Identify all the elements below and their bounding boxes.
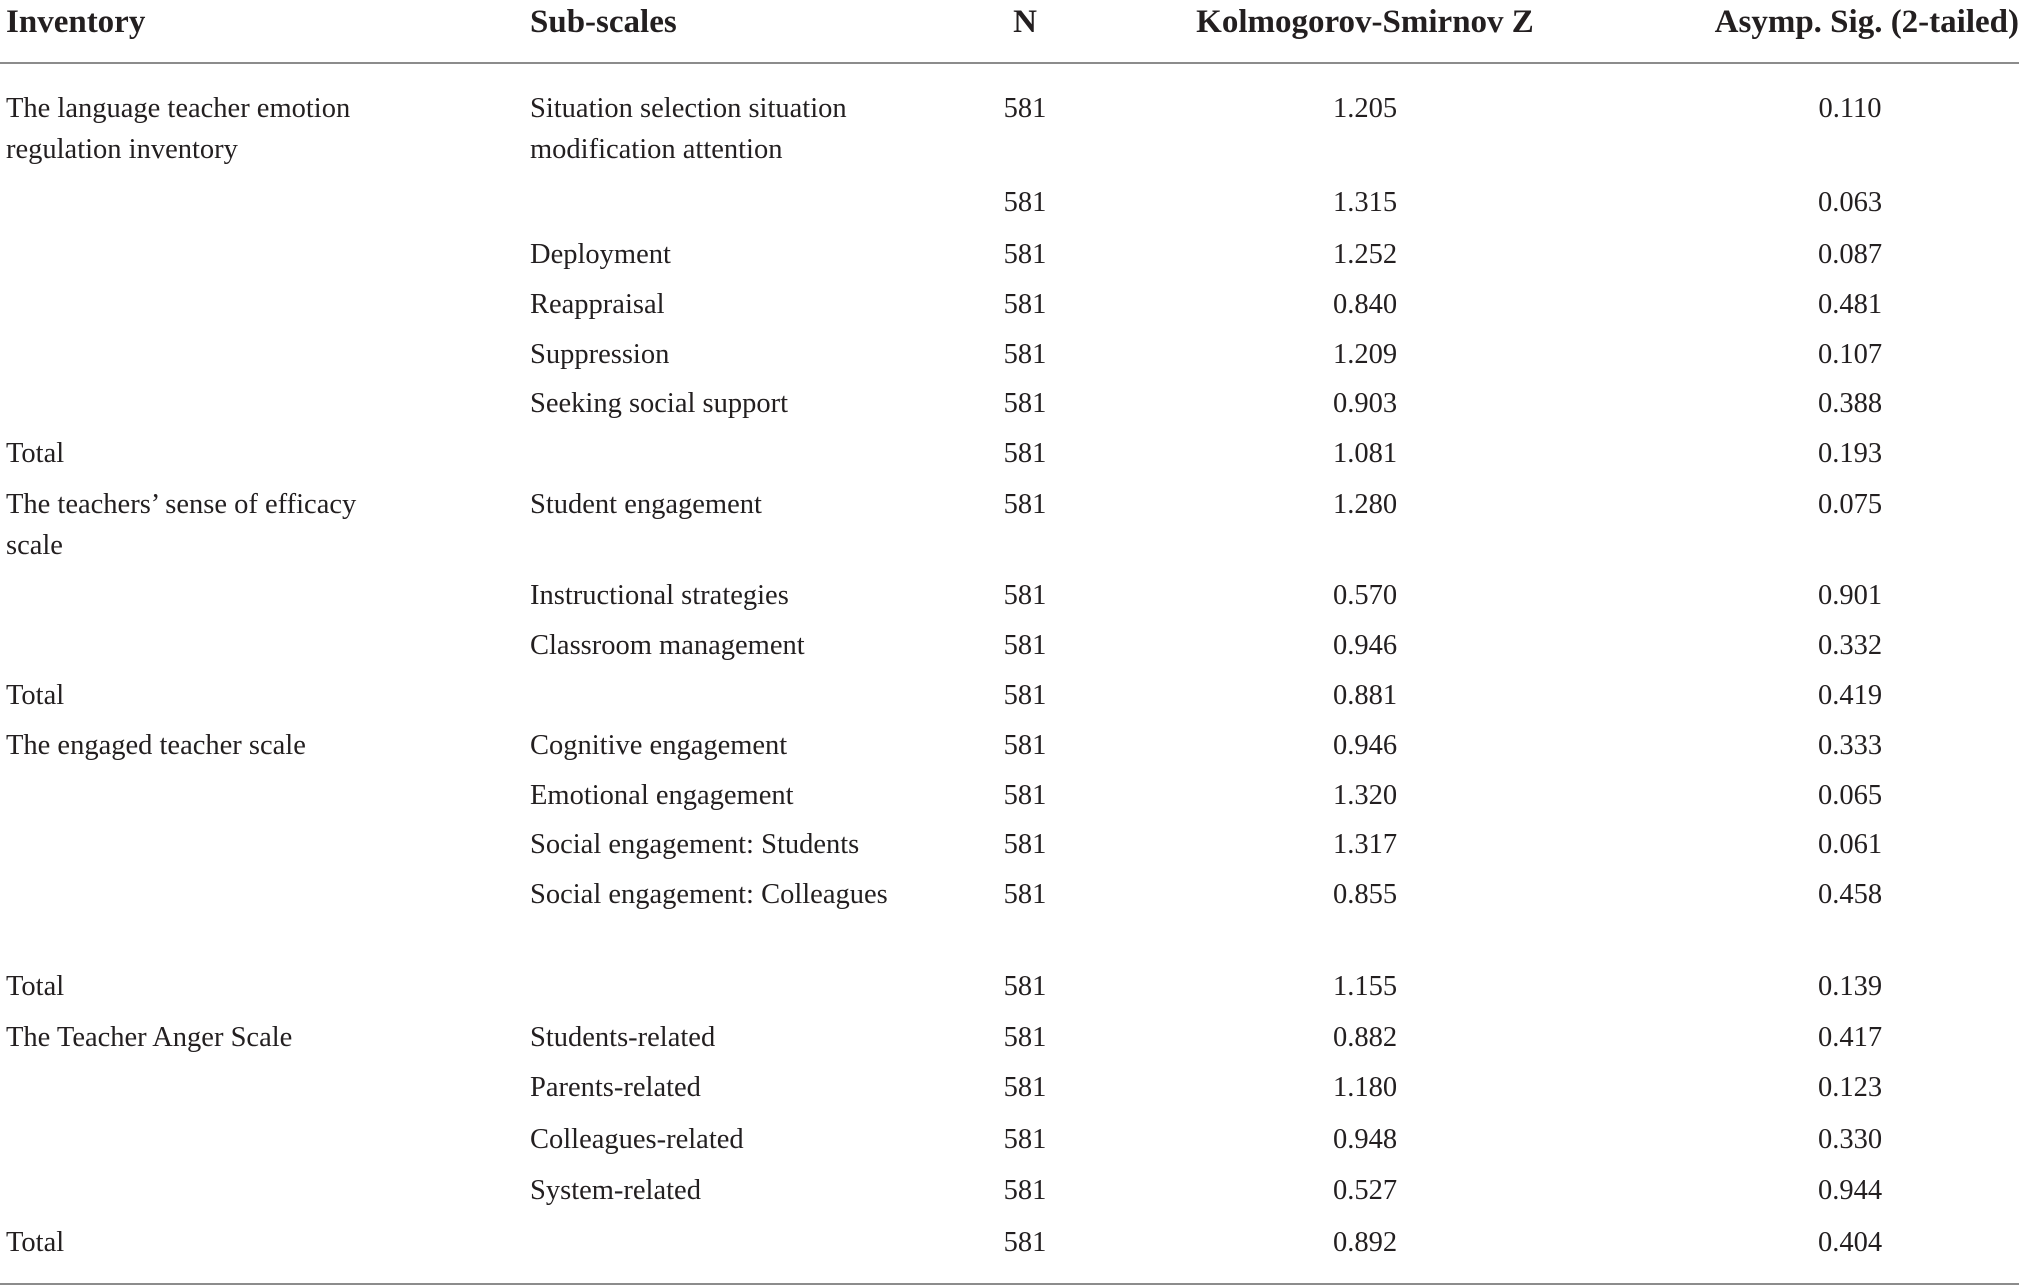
cell-asymp-sig: 0.061 bbox=[1817, 829, 1883, 860]
cell-n: 581 bbox=[1003, 630, 1047, 661]
cell-ks-z: 1.320 bbox=[1332, 780, 1398, 811]
cell-ks-z: 0.892 bbox=[1332, 1227, 1398, 1258]
header-inventory: Inventory bbox=[6, 4, 146, 40]
cell-subscale: Social engagement: Students bbox=[530, 829, 860, 860]
cell-n: 581 bbox=[1003, 829, 1047, 860]
cell-subscale: Cognitive engagement bbox=[530, 730, 788, 761]
cell-inventory: Total bbox=[6, 971, 65, 1002]
cell-inventory: Total bbox=[6, 680, 65, 711]
cell-ks-z: 1.252 bbox=[1332, 239, 1398, 270]
cell-subscale: Emotional engagement bbox=[530, 780, 794, 811]
cell-inventory: Total bbox=[6, 438, 65, 469]
cell-asymp-sig: 0.388 bbox=[1817, 388, 1883, 419]
cell-n: 581 bbox=[1003, 489, 1047, 520]
cell-n: 581 bbox=[1003, 239, 1047, 270]
cell-ks-z: 1.155 bbox=[1332, 971, 1398, 1002]
cell-asymp-sig: 0.193 bbox=[1817, 438, 1883, 469]
cell-inventory: The teachers’ sense of efficacy scale bbox=[6, 489, 357, 561]
cell-asymp-sig: 0.075 bbox=[1817, 489, 1883, 520]
cell-inventory: The Teacher Anger Scale bbox=[6, 1022, 293, 1053]
cell-asymp-sig: 0.087 bbox=[1817, 239, 1883, 270]
cell-subscale: Situation selection situation modification attention bbox=[530, 93, 847, 165]
cell-ks-z: 1.315 bbox=[1332, 187, 1398, 218]
cell-asymp-sig: 0.419 bbox=[1817, 680, 1883, 711]
cell-subscale: Classroom management bbox=[530, 630, 805, 661]
header-asymp-sig: Asymp. Sig. (2-tailed) bbox=[1714, 4, 2019, 40]
cell-ks-z: 0.948 bbox=[1332, 1124, 1398, 1155]
cell-asymp-sig: 0.107 bbox=[1817, 339, 1883, 370]
cell-ks-z: 1.317 bbox=[1332, 829, 1398, 860]
cell-asymp-sig: 0.139 bbox=[1817, 971, 1883, 1002]
cell-inventory: Total bbox=[6, 1227, 65, 1258]
cell-ks-z: 1.209 bbox=[1332, 339, 1398, 370]
cell-asymp-sig: 0.330 bbox=[1817, 1124, 1883, 1155]
cell-n: 581 bbox=[1003, 339, 1047, 370]
bottom-rule bbox=[0, 1283, 2019, 1285]
cell-asymp-sig: 0.458 bbox=[1817, 879, 1883, 910]
cell-ks-z: 0.882 bbox=[1332, 1022, 1398, 1053]
cell-n: 581 bbox=[1003, 289, 1047, 320]
cell-subscale: Instructional strategies bbox=[530, 580, 789, 611]
cell-ks-z: 1.180 bbox=[1332, 1072, 1398, 1103]
cell-n: 581 bbox=[1003, 93, 1047, 124]
cell-n: 581 bbox=[1003, 580, 1047, 611]
cell-asymp-sig: 0.333 bbox=[1817, 730, 1883, 761]
header-n: N bbox=[1013, 4, 1037, 40]
cell-subscale: Colleagues-related bbox=[530, 1124, 744, 1155]
header-rule bbox=[0, 62, 2019, 64]
cell-n: 581 bbox=[1003, 1022, 1047, 1053]
cell-subscale: Suppression bbox=[530, 339, 670, 370]
cell-asymp-sig: 0.123 bbox=[1817, 1072, 1883, 1103]
cell-asymp-sig: 0.417 bbox=[1817, 1022, 1883, 1053]
cell-ks-z: 1.205 bbox=[1332, 93, 1398, 124]
cell-asymp-sig: 0.481 bbox=[1817, 289, 1883, 320]
cell-subscale: Seeking social support bbox=[530, 388, 789, 419]
cell-n: 581 bbox=[1003, 388, 1047, 419]
cell-subscale: System-related bbox=[530, 1175, 701, 1206]
cell-n: 581 bbox=[1003, 730, 1047, 761]
cell-asymp-sig: 0.404 bbox=[1817, 1227, 1883, 1258]
cell-ks-z: 0.946 bbox=[1332, 730, 1398, 761]
cell-ks-z: 0.946 bbox=[1332, 630, 1398, 661]
cell-n: 581 bbox=[1003, 187, 1047, 218]
cell-inventory: The language teacher emotion regulation inventory bbox=[6, 93, 351, 165]
cell-n: 581 bbox=[1003, 438, 1047, 469]
cell-asymp-sig: 0.944 bbox=[1817, 1175, 1883, 1206]
cell-n: 581 bbox=[1003, 1175, 1047, 1206]
cell-ks-z: 0.903 bbox=[1332, 388, 1398, 419]
cell-ks-z: 0.527 bbox=[1332, 1175, 1398, 1206]
header-ks-z: Kolmogorov-Smirnov Z bbox=[1196, 4, 1534, 40]
cell-ks-z: 0.855 bbox=[1332, 879, 1398, 910]
cell-subscale: Parents-related bbox=[530, 1072, 701, 1103]
cell-ks-z: 0.881 bbox=[1332, 680, 1398, 711]
cell-ks-z: 0.840 bbox=[1332, 289, 1398, 320]
cell-asymp-sig: 0.332 bbox=[1817, 630, 1883, 661]
cell-n: 581 bbox=[1003, 1072, 1047, 1103]
cell-n: 581 bbox=[1003, 1124, 1047, 1155]
cell-n: 581 bbox=[1003, 680, 1047, 711]
cell-subscale: Deployment bbox=[530, 239, 671, 270]
cell-subscale: Student engagement bbox=[530, 489, 762, 520]
cell-n: 581 bbox=[1003, 1227, 1047, 1258]
cell-subscale: Students-related bbox=[530, 1022, 716, 1053]
cell-ks-z: 0.570 bbox=[1332, 580, 1398, 611]
cell-asymp-sig: 0.901 bbox=[1817, 580, 1883, 611]
cell-inventory: The engaged teacher scale bbox=[6, 730, 306, 761]
cell-ks-z: 1.081 bbox=[1332, 438, 1398, 469]
cell-asymp-sig: 0.110 bbox=[1818, 93, 1882, 124]
cell-subscale: Reappraisal bbox=[530, 289, 665, 320]
cell-ks-z: 1.280 bbox=[1332, 489, 1398, 520]
cell-n: 581 bbox=[1003, 879, 1047, 910]
cell-n: 581 bbox=[1003, 971, 1047, 1002]
cell-subscale: Social engagement: Colleagues bbox=[530, 879, 888, 910]
header-subscales: Sub-scales bbox=[530, 4, 677, 40]
cell-n: 581 bbox=[1003, 780, 1047, 811]
cell-asymp-sig: 0.063 bbox=[1817, 187, 1883, 218]
cell-asymp-sig: 0.065 bbox=[1817, 780, 1883, 811]
